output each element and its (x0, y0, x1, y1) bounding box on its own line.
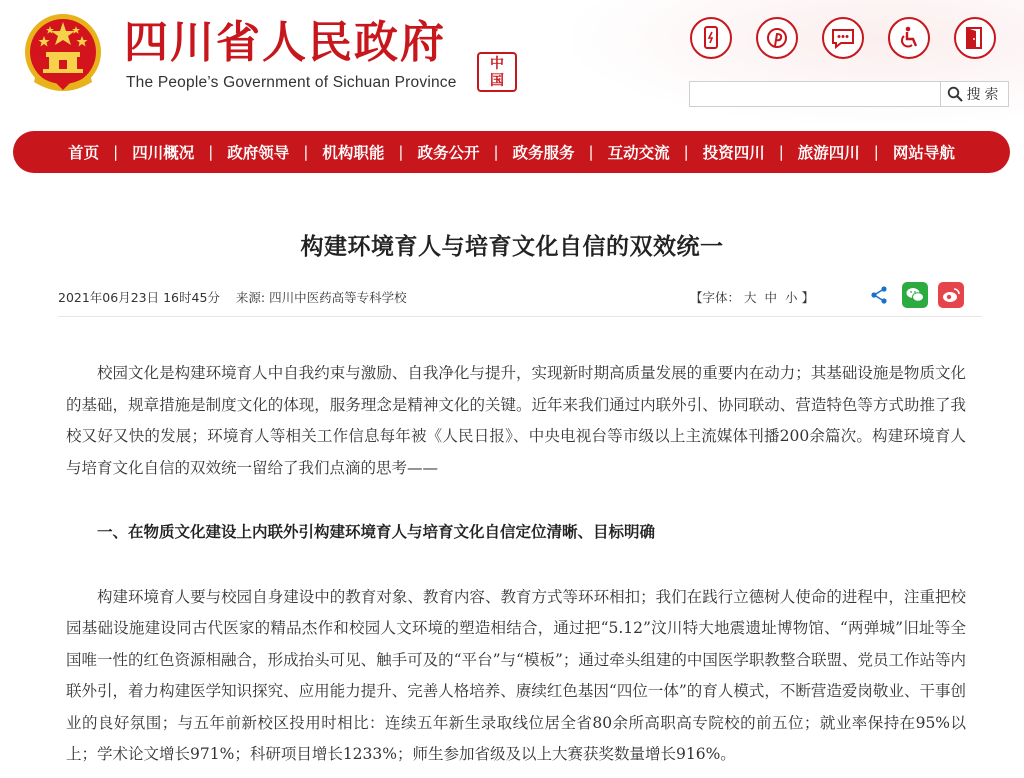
font-size-medium[interactable]: 中 (764, 290, 778, 305)
nav-item-services[interactable]: 政务服务 (512, 144, 575, 162)
nav-separator: | (113, 143, 119, 161)
nav-item-home[interactable]: 首页 (68, 144, 100, 162)
search-button[interactable] (940, 82, 1008, 106)
site-subtitle: The People’s Government of Sichuan Province (126, 74, 457, 91)
nav-separator: | (873, 143, 879, 161)
mobile-icon[interactable] (690, 17, 732, 59)
article-meta (58, 288, 419, 306)
nav-separator: | (493, 143, 499, 161)
nav-separator: | (208, 143, 214, 161)
nav-separator: | (398, 143, 404, 161)
nav-separator: | (303, 143, 309, 161)
font-size-large[interactable]: 大 (744, 290, 757, 305)
share-icon[interactable] (866, 282, 892, 308)
meta-divider (58, 316, 982, 317)
article-body (66, 358, 966, 778)
exit-door-icon[interactable] (954, 17, 996, 59)
section-heading: 一、在物质文化建设上内联外引构建环境育人与培育文化自信定位清晰、目标明确 (97, 523, 656, 541)
nav-item-leaders[interactable]: 政府领导 (227, 144, 290, 162)
nav-item-overview[interactable]: 四川概况 (132, 144, 195, 162)
national-emblem-icon (22, 12, 104, 96)
nav-separator: | (588, 143, 594, 161)
nav-item-interaction[interactable]: 互动交流 (607, 144, 670, 162)
article-date: 2021年06月23日 16时45分 (58, 290, 220, 305)
site-header (0, 0, 1024, 128)
article-paragraph: 构建环境育人要与校园自身建设中的教育对象、教育内容、教育方式等环环相扣；我们在践行立德树人使命的进程中，注重把校园基础设施建设同古代医家的精品杰作和校园人文环境的塑造相结合，通过把“5.12”汶川特大地震遗址博物馆、“两弹城”旧址等全国唯一性的红色资源相融合，形成抬头可见、触手可及的“平台”与“模板”；通过牵头组建的中国医学职教整合联盟、党员工作站等内联外引，着力构建医学知识探究、应用能力提升、完善人格培养、赓续红色基因“四位一体”的育人模式，不断营造爱岗敬业、干事创业的良好氛围；与五年前新校区投用时相比：连续五年新生录取线位居全省80余所高职高专院校的前五位；就业率保持在95%以上；学术论文增长971%；科研项目增长1233%；师生参加省级及以上大赛获奖数量增长916%。 (66, 587, 966, 763)
nav-item-tourism[interactable]: 旅游四川 (797, 144, 860, 162)
wechat-icon[interactable] (902, 282, 928, 308)
font-size-prefix: 【字体： (690, 290, 741, 305)
search-input[interactable] (690, 82, 940, 106)
article-title: 构建环境育人与培育文化自信的双效统一 (300, 234, 724, 260)
share-bar (866, 282, 964, 308)
nav-item-invest[interactable]: 投资四川 (702, 144, 765, 162)
nav-item-public-info[interactable]: 政务公开 (417, 144, 480, 162)
article-paragraph: 校园文化是构建环境育人中自我约束与激励、自我净化与提升，实现新时期高质量发展的重要内在动力；其基础设施是物质文化的基础，规章措施是制度文化的体现，服务理念是精神文化的关键。近年来我们通过内联外引、协同联动、营造特色等方式助推了我校又好又快的发展；环境育人等相关工作信息每年被《人民日报》、中央电视台等市级以上主流媒体刊播200余篇次。构建环境育人与培育文化自信的双效统一留给了我们点滴的思考—— (66, 364, 966, 477)
pinterest-icon[interactable] (756, 17, 798, 59)
seal-stamp: 中 国 (477, 52, 517, 92)
search-icon (947, 86, 963, 102)
article-source: 来源: 四川中医药高等专科学校 (235, 290, 407, 305)
search-box (689, 81, 1009, 107)
font-size-suffix: 】 (801, 290, 815, 305)
main-nav (13, 131, 1010, 173)
nav-item-sitemap[interactable]: 网站导航 (892, 144, 955, 162)
accessibility-icon[interactable] (888, 17, 930, 59)
font-size-switcher (690, 288, 814, 306)
font-size-small[interactable]: 小 (785, 290, 798, 305)
nav-separator: | (683, 143, 689, 161)
nav-separator: | (778, 143, 784, 161)
search-button-label: 搜索 (966, 87, 1003, 103)
weibo-icon[interactable] (938, 282, 964, 308)
chat-icon[interactable] (822, 17, 864, 59)
nav-item-institutions[interactable]: 机构职能 (322, 144, 385, 162)
header-background (560, 0, 1024, 128)
site-title: 四川省人民政府 (124, 17, 446, 68)
